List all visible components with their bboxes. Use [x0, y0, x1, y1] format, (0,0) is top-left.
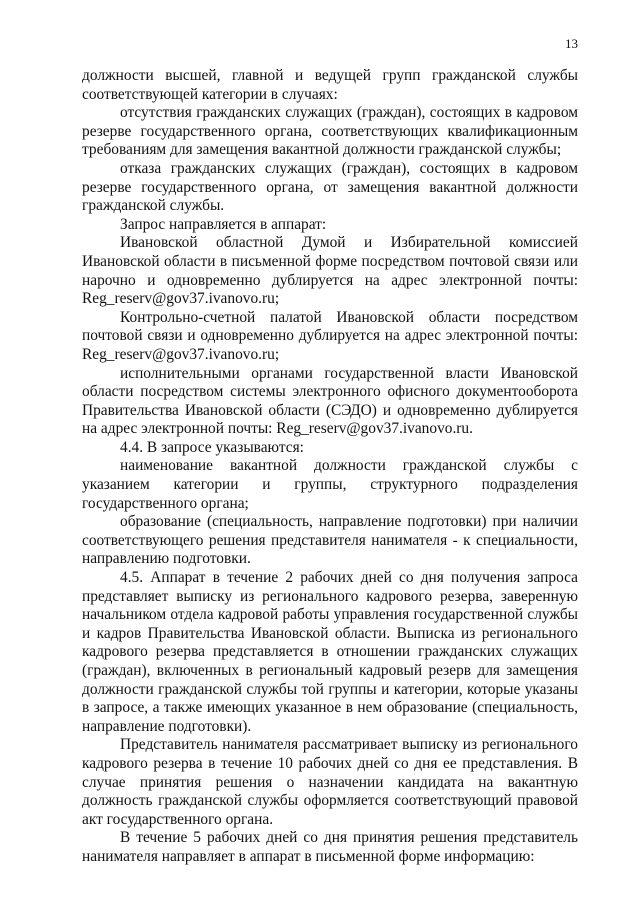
paragraph-audit-chamber: Контрольно-счетной палатой Ивановской области посредством почтовой связи и одновременно дублируется на адрес электронной почты: Reg_reserv@gov37.ivanovo.ru;: [82, 308, 578, 363]
paragraph-vacancy-name: наименование вакантной должности гражданской службы с указанием категории и группы, структурного подразделения государственного органа;: [82, 457, 578, 512]
paragraph-section-4-4: 4.4. В запросе указываются:: [120, 438, 304, 456]
paragraph-refusal-of-employees: отказа гражданских служащих (граждан), состоящих в кадровом резерве государственного органа, от замещения вакантной должности гражданской службы.: [82, 159, 578, 215]
document-body: [82, 67, 578, 867]
page-number: 13: [565, 36, 578, 51]
paragraph-five-days-info: В течение 5 рабочих дней со дня принятия решения представитель нанимателя направляет в аппарат в письменной форме информацию:: [82, 829, 578, 865]
paragraph-executive-bodies: исполнительными органами государственной власти Ивановской области посредством системы электронного офисного документооборота Правительства Ивановской области (СЭДО) и одновременно дублируется на адрес электронной почты: Reg_reserv@gov37.ivanovo.ru.: [82, 364, 578, 438]
paragraph-employer-review: Представитель нанимателя рассматривает выписку из регионального кадрового резерва в течение 10 рабочих дней со дня ее представления. В случае принятия решения о назначении кандидата на вакантную должность гражданской службы оформляется соответствующий правовой акт государственного органа.: [82, 736, 578, 828]
paragraph-duma-commission: Ивановской областной Думой и Избирательной комиссией Ивановской области в письменной форме посредством почтовой связи или нарочно и одновременно дублируется на адрес электронной почты: Reg_reserv@gov37.ivanovo.ru;: [82, 234, 578, 308]
paragraph-absence-of-employees: отсутствия гражданских служащих (граждан), состоящих в кадровом резерве государственного органа, соответствующих квалификационным требованиям для замещения вакантной должности гражданской службы;: [82, 104, 578, 159]
paragraph-request-sent-to: Запрос направляется в аппарат:: [120, 215, 327, 233]
paragraph-section-4-5: 4.5. Аппарат в течение 2 рабочих дней со дня получения запроса представляет выписку из регионального кадрового резерва, заверенную начальником отдела кадровой работы управления государственной службы и кадров Правительства Ивановской области. Выписка из регионального кадрового резерва представляется в отношении гражданских служащих (граждан), включенных в региональный кадровый резерв для замещения должности гражданской службы той группы и категории, которые указаны в запросе, а также имеющих указанное в нем образование (специальность, направление подготовки).: [82, 569, 578, 735]
paragraph-education: образование (специальность, направление подготовки) при наличии соответствующего решения представителя нанимателя - к специальности, направлению подготовки.: [82, 513, 578, 568]
paragraph-intro-continued: должности высшей, главной и ведущей групп гражданской службы соответствующей категории в случаях:: [82, 67, 578, 103]
